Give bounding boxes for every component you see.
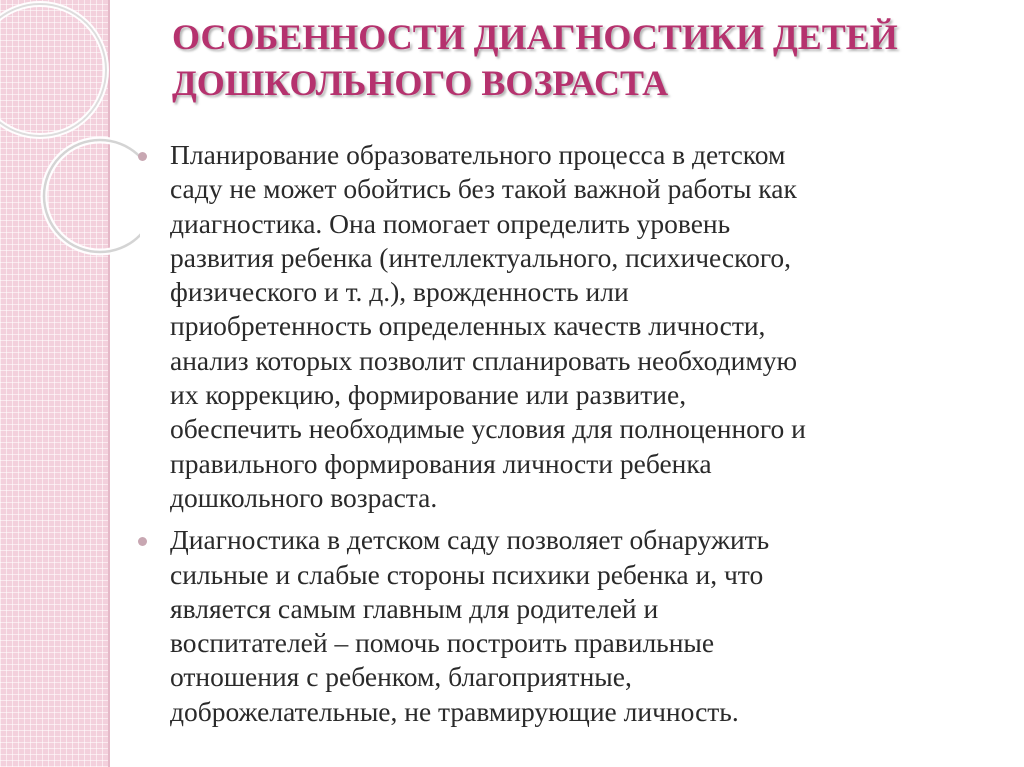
text-line: развития ребенка (интеллектуального, психического,: [170, 241, 792, 273]
text-line: дошкольного возраста.: [170, 481, 438, 513]
text-line: их коррекцию, формирование или развитие,: [170, 379, 687, 411]
bullet-dot-icon: [138, 152, 147, 161]
bullet-list: [132, 138, 1002, 737]
slide-title: [172, 14, 992, 106]
bullet-dot-icon: [138, 537, 147, 546]
text-line: диагностика. Она помогает определить уровень: [170, 207, 731, 239]
text-line: доброжелательные, не травмирующие личность.: [170, 695, 739, 727]
bullet-item: [132, 523, 1002, 729]
title-line: ДОШКОЛЬНОГО ВОЗРАСТА: [172, 63, 669, 103]
bullet-item: [132, 138, 1002, 515]
text-line: Планирование образовательного процесса в детском: [170, 139, 786, 170]
text-line: является самым главным для родителей и: [170, 592, 659, 624]
text-line: правильного формирования личности ребенка: [170, 447, 712, 479]
text-line: анализ которых позволит спланировать необходимую: [170, 344, 798, 376]
text-line: сильные и слабые стороны психики ребенка и, что: [170, 558, 764, 590]
text-line: обеспечить необходимые условия для полноценного и: [170, 413, 806, 445]
decorative-rings-icon: [0, 0, 140, 300]
text-line: саду не может обойтись без такой важной работы как: [170, 173, 797, 205]
text-line: физического и т. д.), врожденность или: [170, 276, 629, 308]
text-line: воспитателей – помочь построить правильные: [170, 627, 715, 659]
text-line: приобретенность определенных качеств личности,: [170, 310, 766, 342]
title-line: ОСОБЕННОСТИ ДИАГНОСТИКИ ДЕТЕЙ: [172, 17, 898, 57]
text-line: Диагностика в детском саду позволяет обнаружить: [170, 524, 770, 556]
text-line: отношения с ребенком, благоприятные,: [170, 661, 632, 693]
